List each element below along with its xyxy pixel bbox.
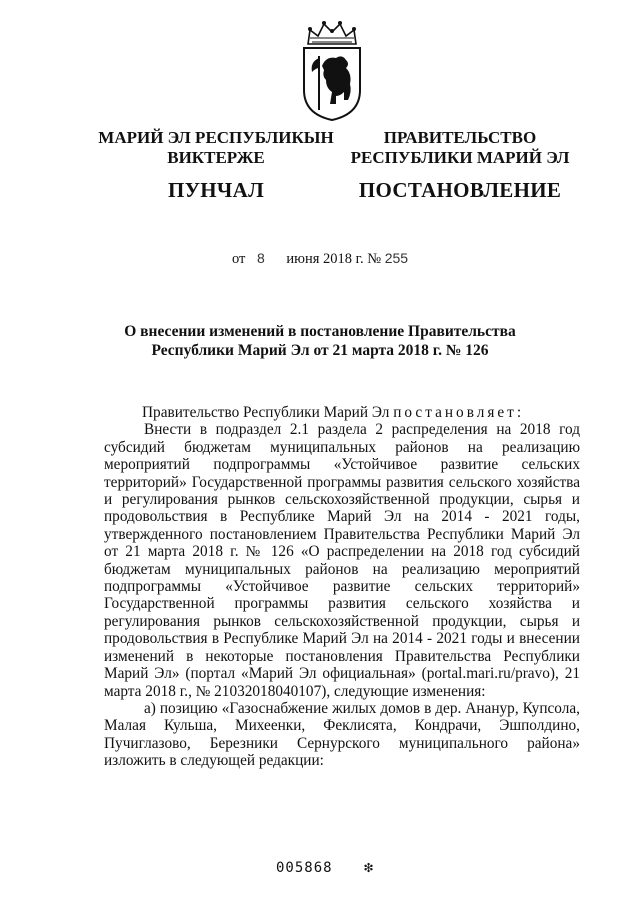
decree-date-line [0,250,640,268]
form-serial-number: 005868 [276,860,333,876]
paragraph-main: Внести в подраздел 2.1 раздела 2 распределения на 2018 год субсидий бюджетам муниципальных районов на реализацию мероприятий подпрограммы «Устойчивое развитие сельских территорий» Государственной программы развития сельского хозяйства и регулирования рынков сельскохозяйственной продукции, сырья и продовольствия в Республике Марий Эл на 2014 - 2021 годы, утвержденного постановлением Правительства Республики Марий Эл от 21 марта 2018 г. № 126 «О распределении на 2018 год субсидий бюджетам муниципальных районов на реализацию мероприятий подпрограммы «Устойчивое развитие сельских территорий» Государственной программы развития сельского хозяйства и регулирования рынков сельскохозяйственной продукции, сырья и продовольствия в Республике Марий Эл на 2014 - 2021 годы и внесении изменений в некоторые постановления Правительства Республики Марий Эл» (портал «Марий Эл официальная» (portal.mari.ru/pravo), 21 марта 2018 г., № 21032018040107), следующие изменения: [104,421,580,700]
header-right-line1: ПРАВИТЕЛЬСТВО [383,128,537,147]
decree-day: 8 [256,250,265,266]
lead-text: Правительство Республики Марий Эл [142,404,390,421]
paragraph-item-a: а) позицию «Газоснабжение жилых домов в дер. Ананур, Купсола, Малая Кульша, Михеенки, Феклисята, Кондрачи, Эшполдино, Пучиглазово, Березники Сернурского муниципального района» изложить в следующей редакции: [104,699,580,770]
lead-paragraph [104,404,580,421]
header-right-title: ПОСТАНОВЛЕНИЕ [358,178,562,202]
date-prefix: от [231,251,246,267]
decree-title [60,322,580,360]
header-left-line2: ВИКТЕРЖЕ [167,148,265,167]
header-left-line1: МАРИЙ ЭЛ РЕСПУБЛИКЫН [98,128,334,147]
header-left-title: ПУНЧАЛ [167,178,265,202]
decree-number: 255 [384,250,409,266]
header-right-line2: РЕСПУБЛИКИ МАРИЙ ЭЛ [350,148,570,167]
lead-verb: постановляет: [393,404,525,421]
header-russian-block [330,128,590,200]
footer-mark: ❇ [364,858,375,876]
title-line1: О внесении изменений в постановление Правительства [124,323,516,340]
decree-body [104,404,580,770]
form-serial-footer [276,858,374,876]
coat-of-arms-icon [296,18,368,122]
title-line2: Республики Марий Эл от 21 марта 2018 г. № 126 [151,342,489,359]
decree-month-year: июня 2018 г. № [286,251,382,267]
header-mari-block [86,128,346,200]
